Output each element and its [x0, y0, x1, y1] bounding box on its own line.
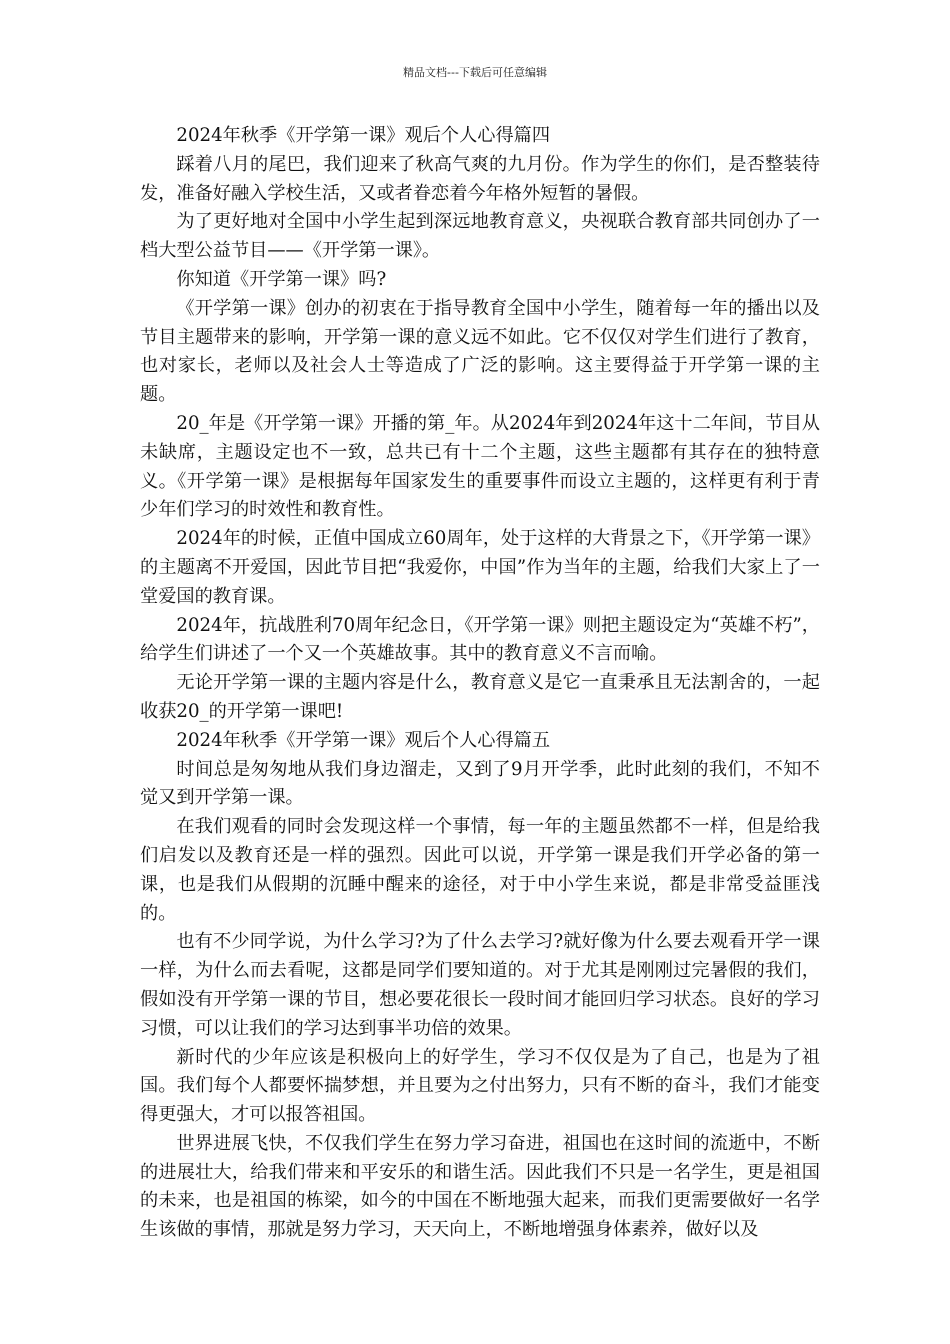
paragraph: 为了更好地对全国中小学生起到深远地教育意义，央视联合教育部共同创办了一档大型公益节目——《开学第一课》。	[140, 211, 820, 262]
paragraph: 也有不少同学说，为什么学习?为了什么去学习?就好像为什么要去观看开学一课一样，为什么而去看呢，这都是同学们要知道的。对于尤其是刚刚过完暑假的我们，假如没有开学第一课的节目，想必要花很长一段时间才能回归学习状态。良好的学习习惯，可以让我们的学习达到事半功倍的效果。	[140, 931, 820, 1039]
paragraph: 踩着八月的尾巴，我们迎来了秋高气爽的九月份。作为学生的你们，是否整装待发，准备好融入学校生活，又或者眷恋着今年格外短暂的暑假。	[140, 153, 820, 204]
page-header: 精品文档---下载后可任意编辑	[403, 66, 547, 79]
paragraph: 无论开学第一课的主题内容是什么，教育意义是它一直秉承且无法割舍的，一起收获20_的开学第一课吧!	[140, 672, 820, 722]
paragraph: 2024年的时候，正值中国成立60周年，处于这样的大背景之下，《开学第一课》的主题离不开爱国，因此节目把“我爱你，中国”作为当年的主题，给我们大家上了一堂爱国的教育课。	[140, 528, 820, 607]
section-title-4: 2024年秋季《开学第一课》观后个人心得篇四	[176, 125, 551, 146]
paragraph: 20_年是《开学第一课》开播的第_年。从2024年到2024年这十二年间，节目从未缺席，主题设定也不一致，总共已有十二个主题，这些主题都有其存在的独特意义。《开学第一课》是根据每年国家发生的重要事件而设立主题的，这样更有利于青少年们学习的时效性和教育性。	[140, 412, 820, 521]
paragraph: 《开学第一课》创办的初衷在于指导教育全国中小学生，随着每一年的播出以及节目主题带来的影响，开学第一课的意义远不如此。它不仅仅对学生们进行了教育，也对家长，老师以及社会人士等造成了广泛的影响。这主要得益于开学第一课的主题。	[140, 297, 820, 406]
paragraph: 你知道《开学第一课》吗?	[176, 268, 387, 290]
paragraph: 新时代的少年应该是积极向上的好学生，学习不仅仅是为了自己，也是为了祖国。我们每个人都要怀揣梦想，并且要为之付出努力，只有不断的奋斗，我们才能变得更强大，才可以报答祖国。	[140, 1046, 820, 1126]
paragraph: 时间总是匆匆地从我们身边溜走，又到了9月开学季，此时此刻的我们，不知不觉又到开学第一课。	[140, 758, 820, 809]
document-body	[140, 122, 820, 1245]
paragraph: 2024年，抗战胜利70周年纪念日，《开学第一课》则把主题设定为“英雄不朽”，给学生们讲述了一个又一个英雄故事。其中的教育意义不言而喻。	[140, 614, 820, 665]
paragraph: 在我们观看的同时会发现这样一个事情，每一年的主题虽然都不一样，但是给我们启发以及教育还是一样的强烈。因此可以说，开学第一课是我们开学必备的第一课，也是我们从假期的沉睡中醒来的途径，对于中小学生来说，都是非常受益匪浅的。	[140, 816, 820, 924]
paragraph: 世界进展飞快，不仅我们学生在努力学习奋进，祖国也在这时间的流逝中，不断的进展壮大，给我们带来和平安乐的和谐生活。因此我们不只是一名学生，更是祖国的未来，也是祖国的栋梁，如今的中国在不断地强大起来，而我们更需要做好一名学生该做的事情，那就是努力学习，天天向上，不断地增强身体素养，做好以及	[140, 1132, 820, 1241]
section-title-5: 2024年秋季《开学第一课》观后个人心得篇五	[176, 729, 551, 751]
